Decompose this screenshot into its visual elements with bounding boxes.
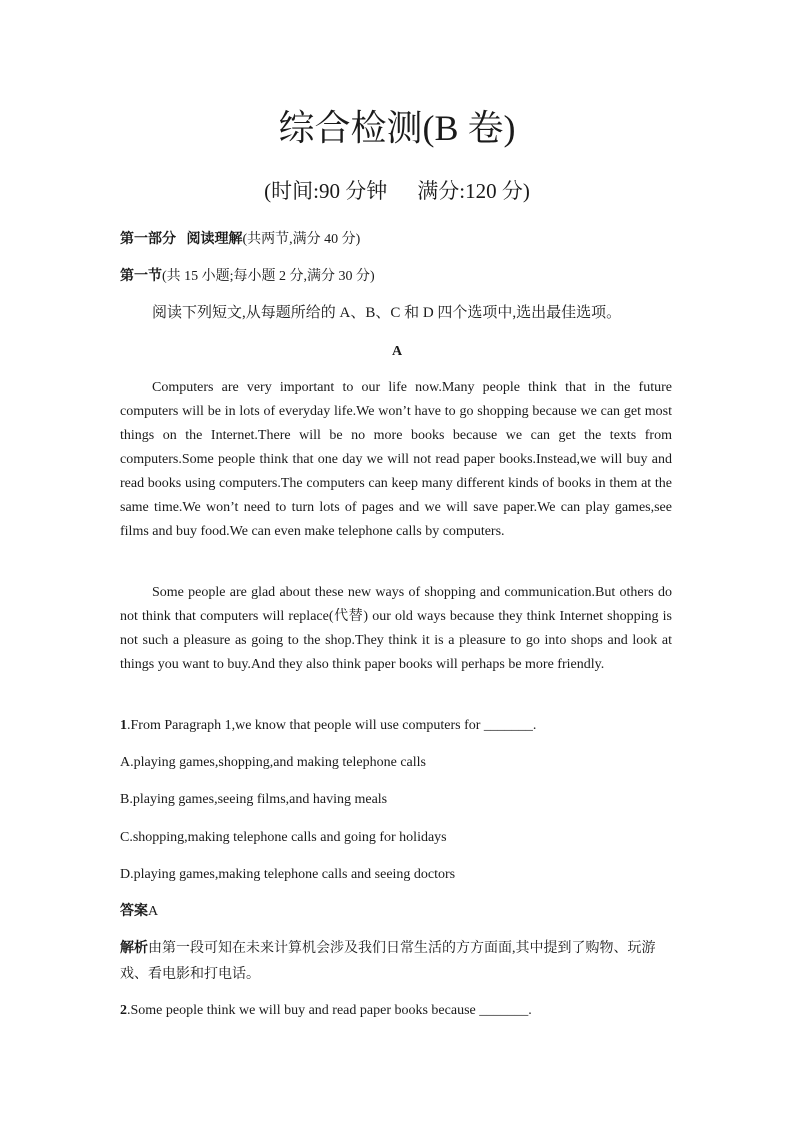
page-title: 综合检测(B 卷) [278, 108, 516, 148]
question-2-number: 2 [120, 1003, 127, 1018]
question-1-option-b: B.playing games,seeing films,and having meals [120, 792, 388, 807]
section1-note: (共 15 小题;每小题 2 分,满分 30 分) [162, 269, 375, 284]
question-1-answer [120, 901, 675, 923]
part1-note: (共两节,满分 40 分) [242, 232, 361, 247]
answer-value: A [148, 904, 159, 919]
question-1-option-c: C.shopping,making telephone calls and going for holidays [120, 830, 447, 845]
part1-heading: 第一部分 [120, 232, 176, 247]
question-1-option-a: A.playing games,shopping,and making telephone calls [120, 755, 426, 770]
passage-paragraph-2: Some people are glad about these new ways of shopping and communication.But others do not think that computers will replace(代替) our old ways because they think Internet shopping is not such a pleasure as going to the shop.They think it is a pleasure to go into shops and look at things you want to buy.And they also think paper books will perhaps be more friendly. [120, 585, 672, 672]
exam-score: 满分:120 分) [417, 179, 530, 203]
analysis-label: 解析 [120, 941, 148, 956]
exam-time: (时间:90 分钟 [264, 179, 388, 203]
answer-label: 答案 [120, 904, 148, 919]
question-1-stem: .From Paragraph 1,we know that people will use computers for _______. [127, 718, 537, 733]
analysis-text: 由第一段可知在未来计算机会涉及我们日常生活的方方面面,其中提到了购物、玩游戏、看电影和打电话。 [120, 941, 656, 982]
section1-heading-line [120, 266, 675, 288]
question-2-stem: .Some people think we will buy and read paper books because _______. [127, 1003, 532, 1018]
exam-info [0, 176, 794, 206]
section1-heading: 第一节 [120, 269, 162, 284]
instruction-text: 阅读下列短文,从每题所给的 A、B、C 和 D 四个选项中,选出最佳选项。 [152, 305, 622, 321]
passage-label: A [391, 344, 403, 359]
question-2 [120, 1000, 675, 1022]
passage-paragraph-1: Computers are very important to our life now.Many people think that in the future computers will be in lots of everyday life.We won’t have to go shopping because we can get most things on the Internet.There will be no more books because we can get the texts from computers.Some people think that one day we will not read paper books.Instead,we will buy and read books using computers.The computers can keep many different kinds of books in them at the same time.We won’t need to turn lots of pages and we will save paper.We can play games,see films and buy food.We can even make telephone calls by computers. [120, 380, 672, 539]
question-1-number: 1 [120, 718, 127, 733]
part1-label: 阅读理解 [186, 232, 243, 247]
question-1 [120, 715, 675, 737]
part1-heading-line [120, 229, 675, 251]
question-1-analysis [120, 936, 672, 988]
question-1-option-d: D.playing games,making telephone calls and seeing doctors [120, 867, 456, 882]
